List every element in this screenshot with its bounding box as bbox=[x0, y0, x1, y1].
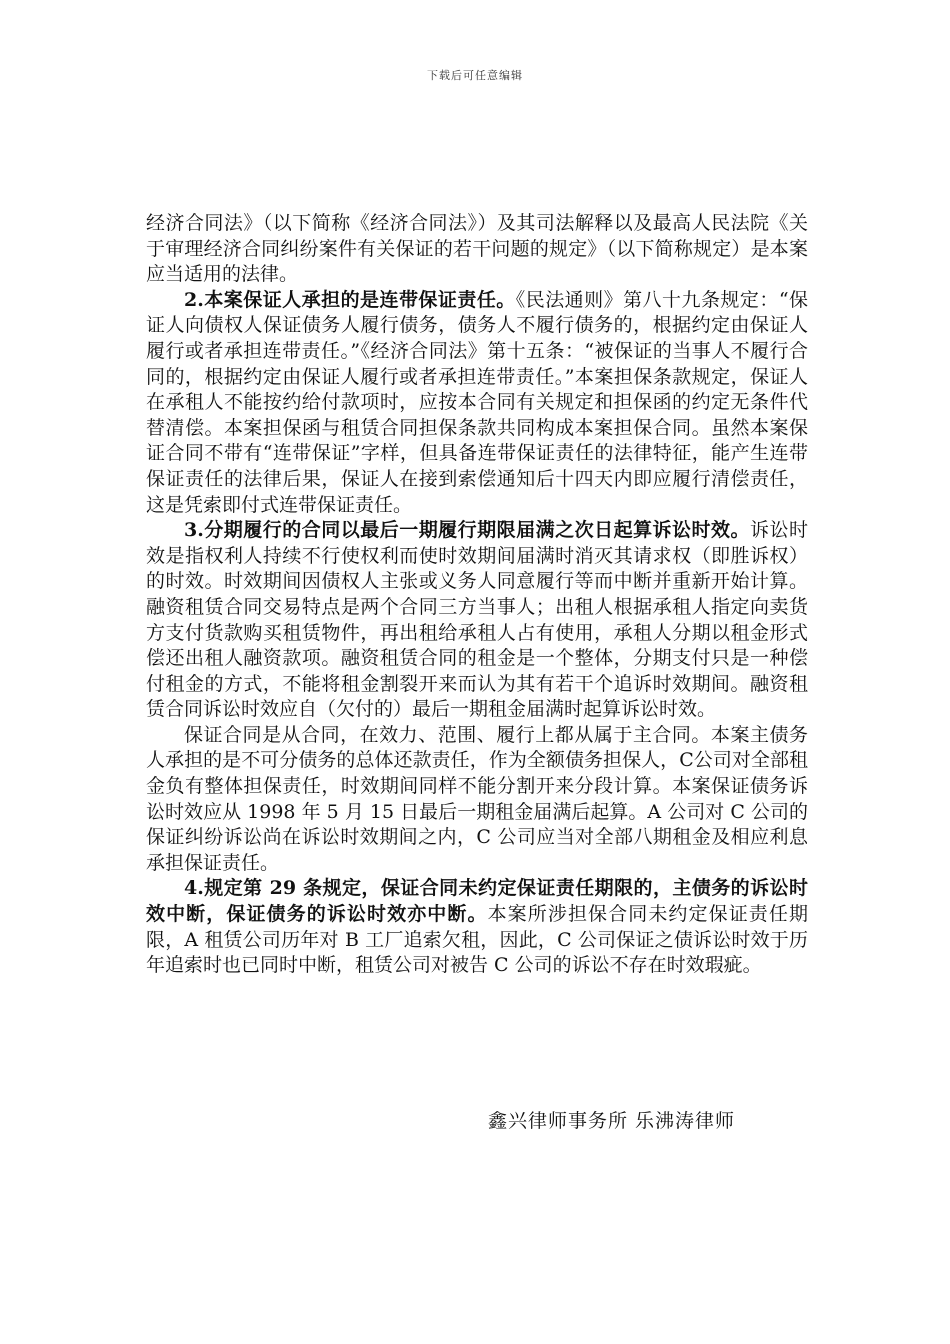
paragraph-text-2: 《民法通则》第八十九条规定：“保证人向债权人保证债务人履行债务，债务人不履行债务的，根据约定由保证人履行或者承担连带责任。”《经济合同法》第十五条：“被保证的当事人不履行合同的，根据约定由保证人履行或者承担连带责任。”本案担保条款规定，保证人在承租人不能按约给付款项时，应按本合同有关规定和担保函的约定无条件代替清偿。本案担保函与租赁合同担保条款共同构成本案担保合同。虽然本案保证合同不带有“连带保证”字样，但具备连带保证责任的法律特征，能产生连带保证责任的法律后果，保证人在接到索偿通知后十四天内即应履行清偿责任，这是凭索即付式连带保证责任。 bbox=[146, 288, 808, 516]
paragraph-guarantee-contract: 保证合同是从合同，在效力、范围、履行上都从属于主合同。本案主债务人承担的是不可分债务的总体还款责任，作为全额债务担保人，C公司对全部租金负有整体担保责任，时效期间同样不能分割开来分段计算。本案保证债务诉讼时效应从 1998 年 5 月 15 日最后一期租金届满后起算。A 公司对 C 公司的保证纠纷诉讼尚在诉讼时效期间之内，C 公司应当对全部八期租金及相应利息承担保证责任。 bbox=[146, 723, 808, 874]
paragraph-joint-liability bbox=[146, 288, 808, 518]
page-header-note: 下载后可任意编辑 bbox=[427, 69, 523, 82]
lawyer-signature: 鑫兴律师事务所 乐沸涛律师 bbox=[487, 1110, 735, 1132]
document-body bbox=[146, 211, 808, 979]
paragraph-interruption bbox=[146, 876, 808, 978]
paragraph-text-3: 诉讼时效是指权利人持续不行使权利而使时效期间届满时消灭其请求权（即胜诉权）的时效。时效期间因债权人主张或义务人同意履行等而中断并重新开始计算。融资租赁合同交易特点是两个合同三方当事人；出租人根据承租人指定向卖货方支付货款购买租赁物件，再出租给承租人占有使用，承租人分期以租金形式偿还出租人融资款项。融资租赁合同的租金是一个整体，分期支付只是一种偿付租金的方式，不能将租金割裂开来而认为其有若干个追诉时效期间。融资租赁合同诉讼时效应自（欠付的）最后一期租金届满时起算诉讼时效。 bbox=[146, 519, 808, 721]
section-heading-2: 2.本案保证人承担的是连带保证责任。 bbox=[184, 288, 516, 311]
section-heading-4: 4.规定第 29 条规定，保证合同未约定保证责任期限的，主债务的诉讼时效中断，保证债务的诉讼时效亦中断。 bbox=[146, 877, 808, 926]
paragraph-applicable-law: 经济合同法》（以下简称《经济合同法》）及其司法解释以及最高人民法院《关于审理经济合同纠纷案件有关保证的若干问题的规定》（以下简称规定）是本案应当适用的法律。 bbox=[146, 212, 808, 286]
paragraph-limitation-period bbox=[146, 518, 808, 723]
paragraph-text-4: 本案所涉担保合同未约定保证责任期限，A 租赁公司历年对 B 工厂追索欠租，因此，C 公司保证之债诉讼时效于历年追索时也已同时中断，租赁公司对被告 C 公司的诉讼不存在时效瑕疵。 bbox=[146, 903, 808, 977]
section-heading-3: 3.分期履行的合同以最后一期履行期限届满之次日起算诉讼时效。 bbox=[184, 519, 751, 542]
